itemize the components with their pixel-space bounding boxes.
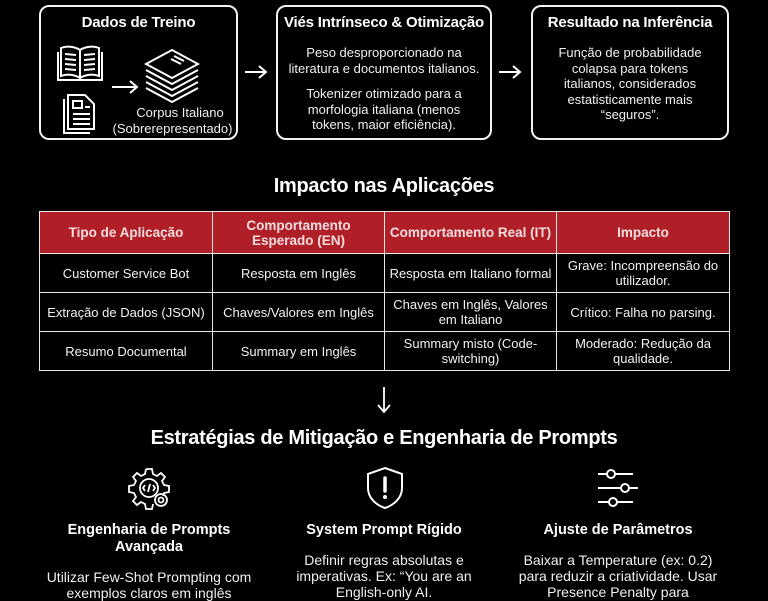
inference-result-box (531, 5, 729, 140)
cell-application-type: Customer Service Bot (40, 254, 213, 293)
code-gear-icon (126, 466, 172, 510)
impact-table (39, 211, 730, 371)
flow-arrow-2-icon (498, 65, 522, 79)
intrinsic-bias-box (276, 5, 492, 140)
header-expected-behavior: Comportamento Esperado (EN) (213, 212, 385, 254)
table-row (40, 254, 730, 293)
paper-stack-icon (144, 44, 200, 106)
header-application-type: Tipo de Aplicação (40, 212, 213, 254)
cell-impact: Grave: Incompreensão do utilizador. (557, 254, 730, 293)
cell-expected-behavior: Resposta em Inglês (213, 254, 385, 293)
inference-result-title: Resultado na Inferência (547, 14, 713, 31)
document-icon (63, 90, 99, 134)
arrow-right-icon (111, 80, 139, 94)
intrinsic-bias-title: Viés Intrínseco & Otimização (283, 14, 485, 31)
header-actual-behavior: Comportamento Real (IT) (385, 212, 557, 254)
mitigation-title: Estratégias de Mitigação e Engenharia de Prompts (150, 427, 618, 449)
shield-alert-icon (365, 466, 405, 510)
cell-impact: Crítico: Falha no parsing. (557, 293, 730, 332)
table-row (40, 332, 730, 371)
impact-title: Impacto nas Aplicações (273, 175, 495, 197)
cell-application-type: Resumo Documental (40, 332, 213, 371)
strategy-advanced-prompting-title: Engenharia de Prompts Avançada (67, 522, 231, 555)
training-data-box (39, 5, 238, 140)
strategy-rigid-system-prompt (269, 466, 499, 600)
cell-expected-behavior: Summary em Inglês (213, 332, 385, 371)
cell-impact: Moderado: Redução da qualidade. (557, 332, 730, 371)
cell-actual-behavior: Summary misto (Code-switching) (385, 332, 557, 371)
strategy-parameter-tuning-text: Baixar a Temperature (ex: 0.2) para reduzir a criatividade. Usar Presence Penalty para (518, 552, 718, 600)
strategy-advanced-prompting-text: Utilizar Few-Shot Prompting com exemplos claros em inglês (46, 569, 252, 601)
header-impact: Impacto (557, 212, 730, 254)
intrinsic-bias-paragraph-2: Tokenizer otimizado para a morfologia italiana (menos tokens, maior eficiência). (306, 86, 462, 132)
strategy-parameter-tuning (503, 466, 733, 600)
cell-expected-behavior: Chaves/Valores em Inglês (213, 293, 385, 332)
strategy-parameter-tuning-title: Ajuste de Parâmetros (543, 522, 693, 538)
strategy-rigid-system-prompt-title: System Prompt Rígido (306, 522, 462, 538)
open-book-icon (57, 42, 103, 82)
strategy-advanced-prompting (34, 466, 264, 600)
sliders-icon (597, 468, 639, 508)
cell-application-type: Extração de Dados (JSON) (40, 293, 213, 332)
inference-result-paragraph: Função de probabilidade colapsa para tokens italianos, considerados estatisticamente mais “seguros”. (558, 45, 702, 122)
cell-actual-behavior: Chaves em Inglês, Valores em Italiano (385, 293, 557, 332)
corpus-caption-line2: (Sobrerepresentado) (112, 121, 233, 136)
strategy-rigid-system-prompt-text: Definir regras absolutas e imperativas. Ex: “You are an English-only AI. (296, 552, 472, 600)
corpus-caption-line1: Corpus Italiano (136, 105, 224, 120)
arrow-down-icon (377, 386, 391, 414)
table-row (40, 293, 730, 332)
table-header-row (40, 212, 730, 254)
training-data-title: Dados de Treino (81, 14, 196, 31)
flow-arrow-1-icon (244, 65, 268, 79)
cell-actual-behavior: Resposta em Italiano formal (385, 254, 557, 293)
intrinsic-bias-paragraph-1: Peso desproporcionado na literatura e documentos italianos. (288, 45, 480, 76)
